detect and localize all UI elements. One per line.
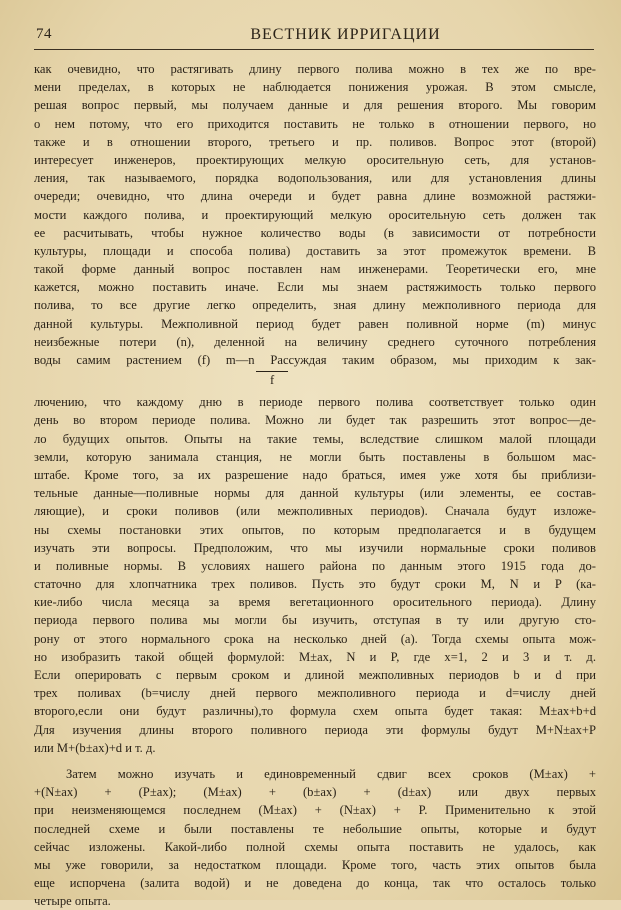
running-title-text: ВЕСТНИК ИРРИГАЦИИ	[250, 26, 441, 43]
text-line: рону от этого нормального срока на несколько дней (a). Тогда схемы опыта мож-	[34, 631, 596, 646]
text-line: очереди; очевидно, что длина очереди и будет равна длине возможной растяжи-	[34, 189, 596, 204]
text-line: интересует инженеров, проектирующих мелкую оросительную сеть, для установ-	[34, 152, 596, 167]
text-line: неизбежные потери (n), деленной на величину среднего суточного потребления	[34, 334, 596, 349]
header-rule	[34, 49, 594, 50]
text-line: штабе. Кроме того, за их разрешение надо браться, имея уже хотя бы приблизи-	[34, 467, 596, 482]
text-line: Если оперировать с первым сроком и длиной межполивных периодов b и d при	[34, 668, 596, 682]
text-line: Для изучения длины второго поливного периода эти формулы будут M+N±ax+P	[34, 722, 596, 737]
text-line: мы уже говорили, за недостатком площади. Кроме того, часть этих опытов была	[34, 857, 596, 872]
text-line: ло будущих опытов. Опыты на такие темы, вследствие слишком малой площади	[34, 431, 596, 446]
text-line: четыре опыта.	[34, 894, 111, 909]
text-line: день во втором периоде полива. Можно ли будет так разрешить этот вопрос—де-	[34, 413, 596, 428]
paragraph-3	[34, 765, 596, 910]
text-line: периода первого полива мы могли бы изучить, отступая в ту или другую сто-	[34, 613, 596, 628]
page-number: 74	[36, 26, 52, 42]
text-line: ляющие), и сроки поливов (или межполивных периодов). Сначала будут изложе-	[34, 504, 596, 519]
text-line: кажется, можно поставить иначе. Если мы знаем растяжимость только первого	[34, 280, 596, 295]
text-line: воды самим растением (f) m—n Рассуждая таким образом, мы приходим к зак-	[34, 353, 596, 367]
text-line: также и в отношении второго, третьего и пр. поливов. Вопрос этот (второй)	[34, 134, 596, 149]
running-title	[0, 26, 621, 44]
text-line: земли, которую занимала станция, не могли быть поставлены в большом мас-	[34, 449, 596, 464]
text-line: мени пределах, в которых не наблюдается понижения урожая. В этом смысле,	[34, 80, 596, 95]
text-line: последней схеме и были поставлены те небольшие опыты, которые и будут	[34, 821, 596, 836]
text-line: тельные данные—поливные нормы для данной культуры (или элементы, ее состав-	[34, 486, 596, 501]
text-line: данной культуры. Межполивной период будет равен поливной норме (m) минус	[34, 316, 596, 331]
text-line: или M+(b±ax)+d и т. д.	[34, 740, 156, 755]
text-line: о нем потому, что его приходится поставить не только в отношении первого, но	[34, 116, 596, 131]
text-line: культуры, площади и способа полива) доставить за этот промежуток времени. В	[34, 243, 596, 258]
text-line: но изобразить такой общей формулой: M±ax, N и P, где x=1, 2 и 3 и т. д.	[34, 649, 596, 664]
text-line: кие-либо числа месяца за время вегетационного оросительного периода). Длину	[34, 595, 596, 610]
text-line: ления, так называемого, порядка водопользования, или для установления длины	[34, 171, 596, 186]
paragraph-2	[34, 393, 596, 757]
text-line: Затем можно изучать и единовременный сдвиг всех сроков (M±ax) +	[66, 766, 596, 781]
text-line: трех поливах (b=числу дней первого межполивного периода и d=числу дней	[34, 686, 596, 701]
text-line: ны схемы постановки этих опытов, по которым предполагается и в будущем	[34, 522, 596, 537]
text-line: и поливные нормы. В условиях нашего района по данным этого 1915 года до-	[34, 558, 596, 573]
text-line: ее расчитывать, чтобы нужное количество воды (в зависимости от потребности	[34, 225, 596, 240]
fraction-denominator	[34, 369, 596, 393]
text-line: полива, то все другие легко определить, зная длину межполивного периода для	[34, 298, 596, 313]
text-line: при неизменяющемся последнем (M±ax) + (N±ax) + P. Применительно к этой	[34, 803, 596, 818]
text-line: второго,если они будут различны),то формула схем опыта будет такая: M±ax+b+d	[34, 704, 596, 719]
text-line: +(N±ax) + (P±ax); (M±ax) + (b±ax) + (d±ax) или двух первых	[34, 785, 596, 800]
text-line: статочно для хлопчатника трех поливов. Пусть это будут сроки M, N и P (ка-	[34, 577, 596, 592]
text-line: решая вопрос первый, мы получаем данные и для решения второго. Мы говорим	[34, 98, 596, 113]
paragraph-1	[34, 60, 596, 369]
body-text	[34, 60, 596, 910]
paragraph-gap	[34, 757, 596, 765]
text-line: сейчас изложены. Какой-либо полной схемы опыта поставить не удалось, как	[34, 839, 596, 854]
text-line: как очевидно, что растягивать длину первого полива можно в тех же по вре-	[34, 62, 596, 76]
text-line: мости каждого полива, и проектирующий мелкую оросительную сеть должен так	[34, 207, 596, 222]
fraction-f: f	[256, 371, 288, 388]
text-line: лючению, что каждому дню в периоде первого полива соответствует только один	[34, 395, 596, 410]
text-line: еще испорчена (залита водой) и не доведена до конца, так что осталось только	[34, 876, 596, 891]
text-line: изучать эти вопросы. Предположим, что мы изучили нормальные сроки поливов	[34, 540, 596, 555]
text-line: такой форме данный вопрос поставлен нам инженерами. Теоретически его, мне	[34, 262, 596, 277]
